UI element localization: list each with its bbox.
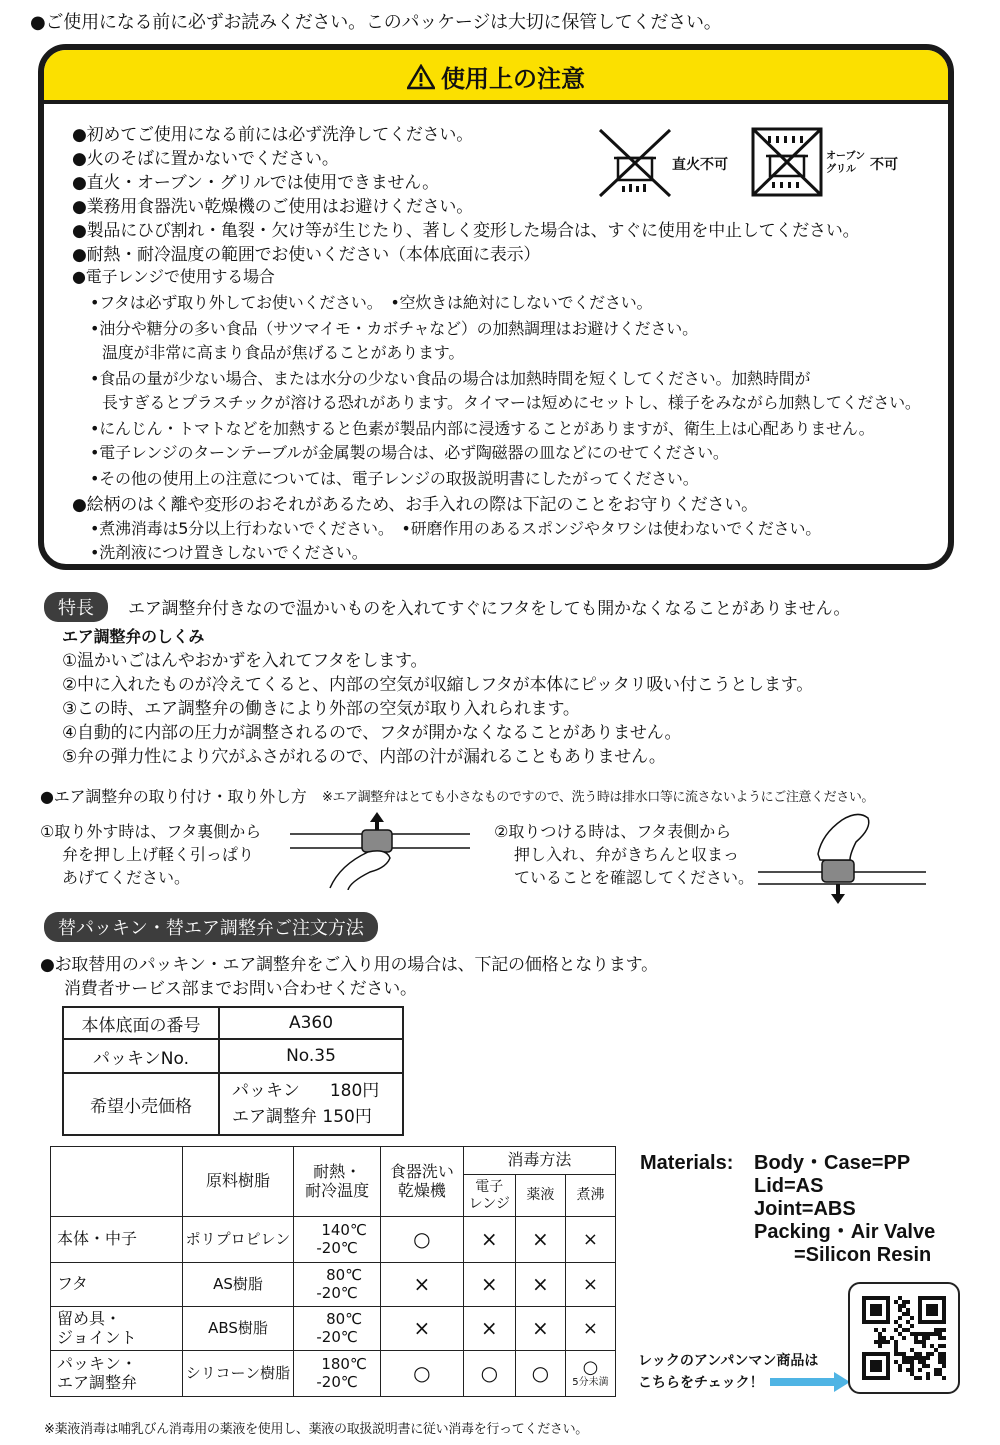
valve-attach-text: ②取りつける時は、フタ表側から 押し入れ、弁がきちんと収まっ ていることを確認してください。 (494, 822, 755, 887)
col-resin: 原料樹脂 (182, 1147, 293, 1217)
valve-heading: ●エア調整弁の取り付け・取り外し方 (40, 787, 307, 806)
no-direct-fire-icon (596, 126, 676, 198)
row-dishwasher: × (381, 1307, 464, 1351)
warning-line: ●火のそばに置かないでください。 (72, 149, 339, 169)
row-dishwasher: × (381, 1263, 464, 1307)
packing-no-label: パッキンNo. (63, 1039, 219, 1073)
row-chemical: ○ (515, 1351, 565, 1397)
row-boil: × (565, 1263, 615, 1307)
warning-title-text: 使用上の注意 (441, 65, 585, 93)
warning-line: ●電子レンジで使用する場合 (72, 267, 275, 286)
warning-line: •にんじん・トマトなどを加熱すると色素が製品内部に浸透することがありますが、衛生上は心配ありません。 (90, 419, 875, 438)
top-notice: ●ご使用になる前に必ずお読みください。このパッケージは大切に保管してください。 (30, 12, 722, 33)
col-sterilize: 消毒方法 (463, 1147, 615, 1175)
features-heading: エア調整弁のしくみ (62, 627, 205, 646)
row-part: 本体・中子 (51, 1217, 183, 1263)
warning-box (38, 44, 954, 570)
no-direct-fire-label: 直火不可 (672, 157, 728, 173)
row-chemical: × (515, 1263, 565, 1307)
row-boil: × (565, 1217, 615, 1263)
warning-line: •洗剤液につけ置きしないでください。 (90, 543, 368, 562)
row-part: 留め具・ ジョイント (51, 1307, 183, 1351)
row-resin: ABS樹脂 (182, 1307, 293, 1351)
warning-line: •電子レンジのターンテーブルが金属製の場合は、必ず陶磁器の皿などにのせてください。 (90, 443, 729, 462)
row-temp: 180℃ -20℃ (294, 1351, 381, 1397)
warning-line: •フタは必ず取り外してお使いください。 •空炊きは絶対にしないでください。 (90, 293, 653, 312)
warning-triangle-icon (407, 64, 435, 90)
materials-row (51, 1263, 616, 1307)
feature-step: ③この時、エア調整弁の働きにより外部の空気が取り入れられます。 (62, 699, 580, 719)
warning-line: ●絵柄のはく離や変形のおそれがあるため、お手入れの際は下記のことをお守りください。 (72, 495, 758, 515)
col-dishwasher: 食器洗い 乾燥機 (381, 1147, 464, 1217)
feature-step: ④自動的に内部の圧力が調整されるので、フタが開かなくなることがありません。 (62, 723, 682, 743)
materials-row (51, 1307, 616, 1351)
materials-table (50, 1146, 616, 1397)
row-resin: AS樹脂 (182, 1263, 293, 1307)
row-temp: 80℃ -20℃ (294, 1307, 381, 1351)
valve-attach-illustration (758, 806, 926, 906)
qr-caption: レックのアンパンマン商品は こちらをチェック！ (638, 1353, 819, 1391)
order-line-2: 消費者サービス部までお問い合わせください。 (64, 979, 417, 999)
row-microwave: × (463, 1217, 515, 1263)
order-line-1: ●お取替用のパッキン・エア調整弁をご入り用の場合は、下記の価格となります。 (40, 955, 658, 975)
valve-remove-text: ①取り外す時は、フタ裏側から 弁を押し上げ軽く引っぱり あげてください。 (40, 822, 262, 887)
row-chemical: × (515, 1217, 565, 1263)
packing-no: No.35 (219, 1039, 403, 1073)
bottom-number: A360 (219, 1007, 403, 1039)
price-table (62, 1006, 404, 1136)
warning-line: ●業務用食器洗い乾燥機のご使用はお避けください。 (72, 197, 474, 217)
warning-line: •煮沸消毒は5分以上行わないでください。 •研磨作用のあるスポンジやタワシは使わないでください。 (90, 519, 822, 538)
materials-row (51, 1217, 616, 1263)
valve-note: ※エア調整弁はとても小さなものですので、洗う時は排水口等に流さないようにご注意ください。 (322, 790, 875, 805)
warning-line: •食品の量が少ない場合、または水分の少ない食品の場合は加熱時間を短くしてください。加熱時間が (90, 369, 811, 388)
warning-line: ●直火・オーブン・グリルでは使用できません。 (72, 173, 439, 193)
qr-arrow-icon (770, 1372, 850, 1392)
warning-line: ●耐熱・耐冷温度の範囲でお使いください（本体底面に表示） (72, 245, 541, 265)
col-temp: 耐熱・ 耐冷温度 (294, 1147, 381, 1217)
materials-en-label: Materials: (640, 1152, 734, 1174)
row-temp: 80℃ -20℃ (294, 1263, 381, 1307)
order-badge: 替パッキン・替エア調整弁ご注文方法 (44, 912, 378, 942)
row-boil: × (565, 1307, 615, 1351)
materials-row (51, 1351, 616, 1397)
row-boil: ○ 5分未満 (565, 1351, 615, 1397)
col-boil: 煮沸 (565, 1175, 615, 1217)
price-values: パッキン 180円 エア調整弁 150円 (219, 1073, 403, 1135)
col-chemical: 薬液 (515, 1175, 565, 1217)
warning-line: ●初めてご使用になる前には必ず洗浄してください。 (72, 125, 474, 145)
row-dishwasher: ○ (381, 1351, 464, 1397)
warning-line: ●製品にひび割れ・亀裂・欠け等が生じたり、著しく変形した場合は、すぐに使用を中止してください。 (72, 221, 860, 241)
row-resin: ポリプロピレン (182, 1217, 293, 1263)
features-badge: 特長 (44, 592, 108, 622)
row-part: パッキン・ エア調整弁 (51, 1351, 183, 1397)
row-microwave: × (463, 1263, 515, 1307)
warning-title (44, 59, 948, 94)
price-label: 希望小売価格 (63, 1073, 219, 1135)
warning-line: 長すぎるとプラスチックが溶ける恐れがあります。タイマーは短めにセットし、様子をみながら加熱してください。 (102, 393, 921, 412)
row-microwave: ○ (463, 1351, 515, 1397)
warning-line: •油分や糖分の多い食品（サツマイモ・カボチャなど）の加熱調理はお避けください。 (90, 319, 698, 338)
row-temp: 140℃ -20℃ (294, 1217, 381, 1263)
no-oven-grill-label: 不可 (870, 157, 898, 173)
feature-step: ②中に入れたものが冷えてくると、内部の空気が収縮しフタが本体にピッタリ吸い付こうとします。 (62, 675, 814, 695)
row-microwave: × (463, 1307, 515, 1351)
warning-line: •その他の使用上の注意については、電子レンジの取扱説明書にしたがってください。 (90, 469, 699, 488)
row-resin: シリコーン樹脂 (182, 1351, 293, 1397)
qr-frame (848, 1282, 960, 1394)
materials-rows (51, 1217, 616, 1397)
materials-en-list: Body・Case=PP Lid=AS Joint=ABS Packing・Air Valve =Silicon Resin (754, 1152, 936, 1266)
no-oven-grill-sublabel: オーブン グリル (826, 151, 866, 175)
row-part: フタ (51, 1263, 183, 1307)
col-microwave: 電子 レンジ (463, 1175, 515, 1217)
row-dishwasher: ○ (381, 1217, 464, 1263)
warning-line: 温度が非常に高まり食品が焦げることがあります。 (102, 343, 465, 362)
features-text: エア調整弁付きなので温かいものを入れてすぐにフタをしても開かなくなることがありません。 (128, 599, 851, 619)
no-oven-grill-icon (750, 126, 824, 198)
feature-step: ⑤弁の弾力性により穴がふさがれるので、内部の汁が漏れることもありません。 (62, 747, 666, 767)
warning-header (44, 50, 948, 104)
valve-remove-illustration (290, 810, 470, 890)
materials-footnote: ※薬液消毒は哺乳びん消毒用の薬液を使用し、薬液の取扱説明書に従い消毒を行ってください。 (44, 1422, 588, 1437)
bottom-number-label: 本体底面の番号 (63, 1007, 219, 1039)
row-chemical: × (515, 1307, 565, 1351)
feature-step: ①温かいごはんやおかずを入れてフタをします。 (62, 651, 428, 671)
qr-code-icon[interactable] (862, 1296, 946, 1380)
